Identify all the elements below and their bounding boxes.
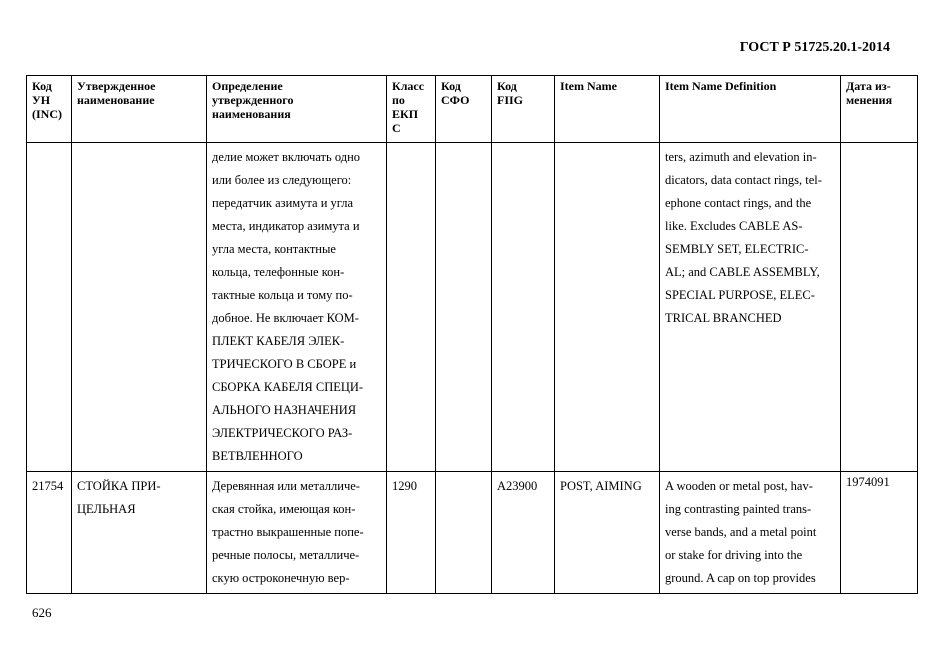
- document-header: ГОСТ Р 51725.20.1-2014: [739, 40, 890, 55]
- cell-fiig: [492, 143, 555, 472]
- column-header-fiig: Код FIIG: [492, 76, 555, 143]
- classification-table: [26, 75, 918, 594]
- cell-definition-ru: Деревянная или металличе- ская стойка, имеющая кон- трастно выкрашенные попе- речные полосы, металличе- скую остроконечную вер-: [207, 472, 387, 594]
- column-header-sfo: Код СФО: [436, 76, 492, 143]
- cell-item-name: POST, AIMING: [555, 472, 660, 594]
- cell-class: [387, 143, 436, 472]
- cell-name-ru: [72, 143, 207, 472]
- cell-date: [841, 143, 918, 472]
- cell-class: 1290: [387, 472, 436, 594]
- column-header-date: Дата из- менения: [841, 76, 918, 143]
- column-header-definition-ru: Определение утвержденного наименования: [207, 76, 387, 143]
- cell-name-ru: СТОЙКА ПРИ- ЦЕЛЬНАЯ: [72, 472, 207, 594]
- cell-inc: [27, 143, 72, 472]
- column-header-definition-en: Item Name Definition: [660, 76, 841, 143]
- cell-date: 1974091: [841, 472, 918, 594]
- column-header-inc: Код УН (INC): [27, 76, 72, 143]
- column-header-name-ru: Утвержденное наименование: [72, 76, 207, 143]
- table-row: [27, 472, 918, 594]
- cell-item-name: [555, 143, 660, 472]
- cell-fiig: A23900: [492, 472, 555, 594]
- cell-definition-ru: делие может включать одно или более из следующего: передатчик азимута и угла места, индикатор азимута и угла места, контактные кольца, телефонные кон- тактные кольца и тому по- добное. Не включает КОМ- ПЛЕКТ КАБЕЛЯ ЭЛЕК- ТРИЧЕСКОГО В СБОРЕ и СБОРКА КАБЕЛЯ СПЕЦИ- АЛЬНОГО НАЗНАЧЕНИЯ ЭЛЕКТРИЧЕСКОГО РАЗ- ВЕТВЛЕННОГО: [207, 143, 387, 472]
- cell-inc: 21754: [27, 472, 72, 594]
- cell-definition-en: A wooden or metal post, hav- ing contrasting painted trans- verse bands, and a metal point or stake for driving into the ground. A cap on top provides: [660, 472, 841, 594]
- column-header-item-name: Item Name: [555, 76, 660, 143]
- cell-definition-en: ters, azimuth and elevation in- dicators, data contact rings, tel- ephone contact rings, and the like. Excludes CABLE AS- SEMBLY SET, ELECTRIC- AL; and CABLE ASSEMBLY, SPECIAL PURPOSE, ELEC- TRICAL BRANCHED: [660, 143, 841, 472]
- cell-sfo: [436, 472, 492, 594]
- table-header-row: [27, 76, 918, 143]
- table-row: [27, 143, 918, 472]
- cell-sfo: [436, 143, 492, 472]
- column-header-class: Класс по ЕКП С: [387, 76, 436, 143]
- page-number: 626: [32, 605, 52, 620]
